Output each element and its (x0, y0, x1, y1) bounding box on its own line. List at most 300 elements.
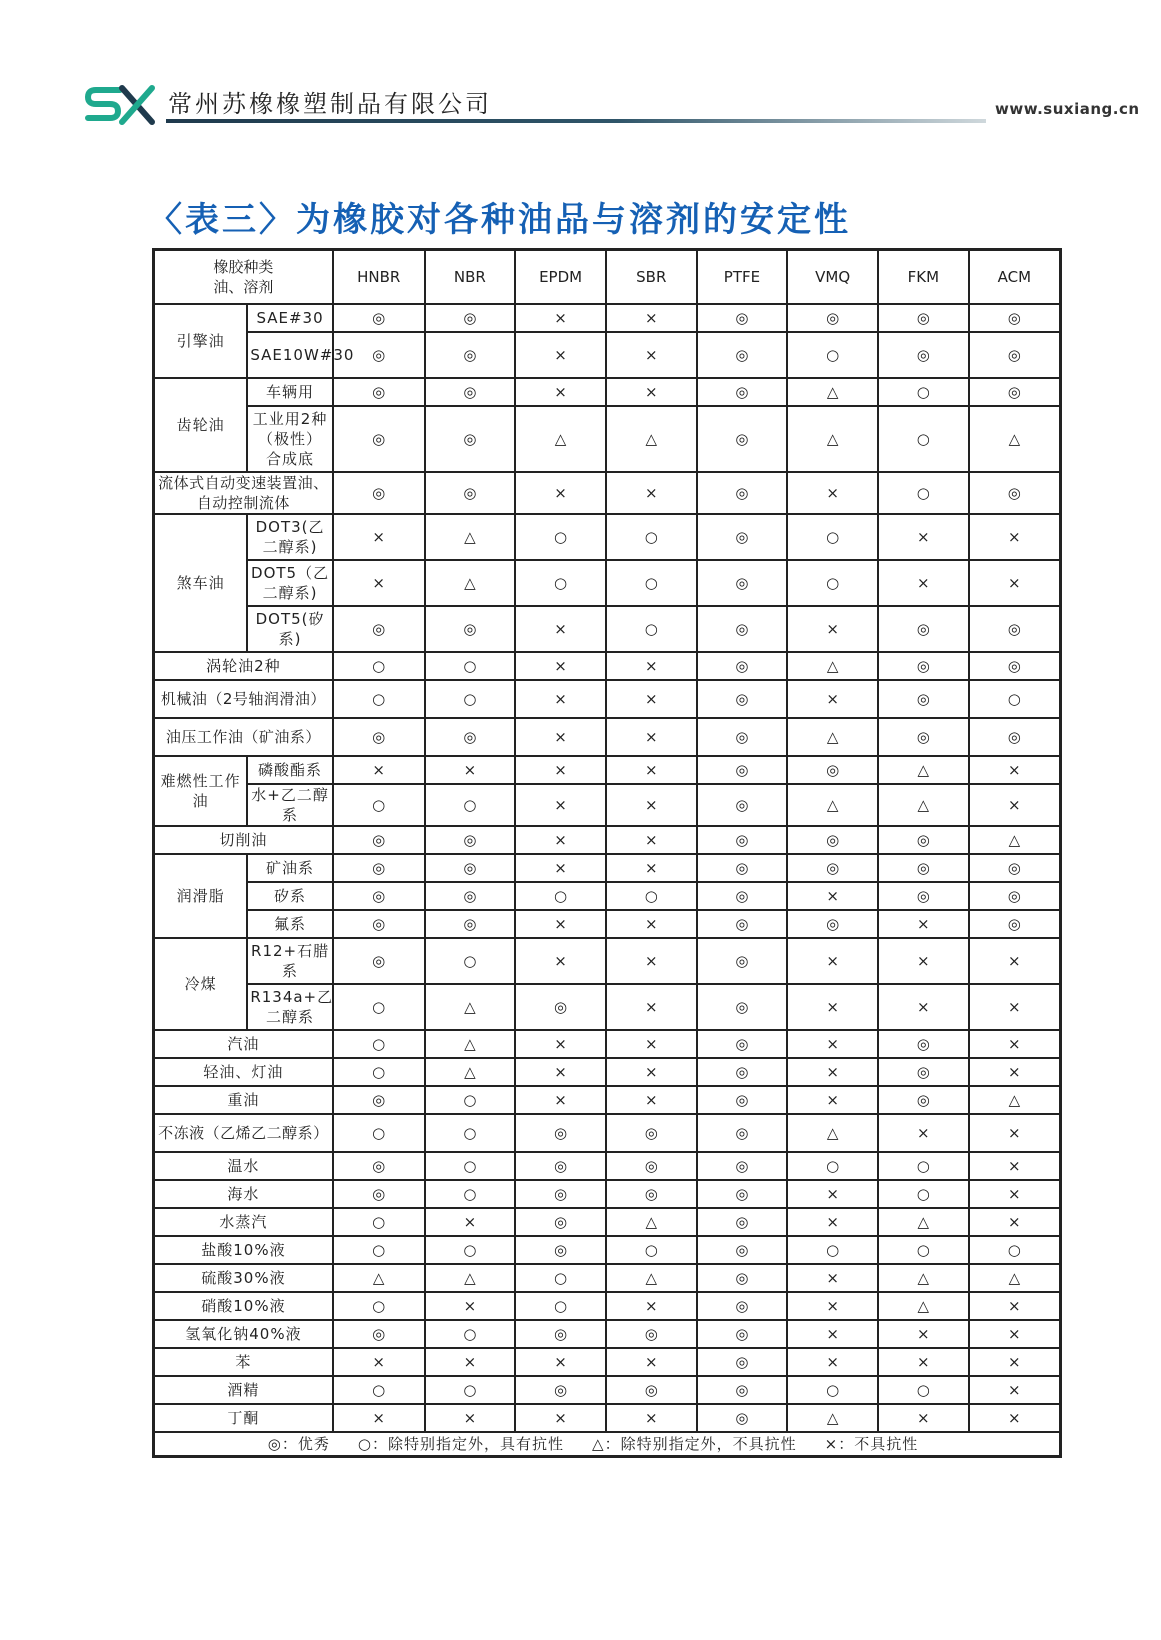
rating-cell: × (515, 784, 606, 826)
rating-cell: ◎ (333, 472, 425, 514)
rating-cell: ◎ (697, 514, 788, 560)
table-row (154, 1180, 1061, 1208)
rating-cell: ○ (787, 560, 878, 606)
rating-cell: ○ (333, 1376, 425, 1404)
rating-cell: ○ (425, 1236, 516, 1264)
rating-cell: × (606, 378, 697, 406)
rating-cell: × (787, 882, 878, 910)
rating-cell: × (515, 1348, 606, 1376)
column-header-ptfe: PTFE (697, 250, 788, 304)
rating-cell: ◎ (787, 826, 878, 854)
header-divider (166, 119, 986, 123)
legend-text: 除特别指定外，不具抗性 (620, 1434, 797, 1453)
rating-cell: ◎ (606, 1152, 697, 1180)
table-row (154, 784, 1061, 826)
rating-cell: × (515, 854, 606, 882)
category-cell: 润滑脂 (154, 854, 248, 938)
table-row (154, 826, 1061, 854)
table-row (154, 1114, 1061, 1152)
item-label-cell: 流体式自动变速装置油、自动控制流体 (154, 472, 333, 514)
subcategory-cell: 矿油系 (247, 854, 333, 882)
rating-cell: × (606, 304, 697, 332)
rating-cell: △ (425, 514, 516, 560)
rating-cell: × (969, 514, 1061, 560)
rating-cell: × (425, 1404, 516, 1432)
rating-cell: ◎ (333, 606, 425, 652)
rating-cell: × (969, 1208, 1061, 1236)
rating-cell: ○ (878, 406, 969, 472)
rating-cell: ◎ (697, 882, 788, 910)
rating-cell: × (878, 1320, 969, 1348)
table-row (154, 1030, 1061, 1058)
rating-cell: × (515, 304, 606, 332)
rating-cell: △ (425, 984, 516, 1030)
rating-cell: × (969, 1348, 1061, 1376)
table-row (154, 606, 1061, 652)
rating-cell: ◎ (969, 718, 1061, 756)
rating-cell: ◎ (878, 332, 969, 378)
rating-cell: × (969, 1030, 1061, 1058)
rating-cell: ○ (425, 1086, 516, 1114)
table-row (154, 882, 1061, 910)
rating-cell: ◎ (697, 784, 788, 826)
rating-cell: ◎ (425, 472, 516, 514)
subcategory-cell: 水+乙二醇系 (247, 784, 333, 826)
rating-cell: ◎ (333, 1152, 425, 1180)
rating-cell: ◎ (969, 378, 1061, 406)
rating-cell: × (787, 984, 878, 1030)
rating-cell: ◎ (515, 1114, 606, 1152)
rating-cell: × (425, 1348, 516, 1376)
rating-cell: ◎ (787, 910, 878, 938)
corner-header-cell (154, 250, 333, 304)
rating-cell: ◎ (969, 332, 1061, 378)
rating-cell: ◎ (697, 606, 788, 652)
rating-cell: × (515, 718, 606, 756)
rating-cell: × (606, 984, 697, 1030)
rating-cell: ○ (333, 680, 425, 718)
rating-cell: ◎ (425, 718, 516, 756)
item-label-cell: 水蒸汽 (154, 1208, 333, 1236)
table-row (154, 1292, 1061, 1320)
rating-cell: ◎ (878, 826, 969, 854)
rating-cell: × (878, 984, 969, 1030)
subcategory-cell: 矽系 (247, 882, 333, 910)
category-cell: 引擎油 (154, 304, 248, 378)
rating-cell: × (606, 938, 697, 984)
rating-cell: ○ (333, 652, 425, 680)
rating-cell: ◎ (697, 826, 788, 854)
rating-cell: × (606, 756, 697, 784)
rating-cell: ◎ (878, 1086, 969, 1114)
rating-cell: × (969, 784, 1061, 826)
rating-cell: × (606, 1058, 697, 1086)
table-row (154, 1208, 1061, 1236)
rating-cell: ◎ (697, 1236, 788, 1264)
rating-cell: ◎ (697, 1058, 788, 1086)
rating-cell: × (515, 652, 606, 680)
rating-cell: ○ (606, 1236, 697, 1264)
subcategory-cell: DOT3(乙二醇系) (247, 514, 333, 560)
rating-cell: ◎ (606, 1376, 697, 1404)
legend-symbol: ◎ (267, 1434, 282, 1453)
rating-cell: ◎ (969, 472, 1061, 514)
rating-cell: × (606, 910, 697, 938)
rating-cell: ○ (606, 882, 697, 910)
rating-cell: ◎ (969, 606, 1061, 652)
item-label-cell: 温水 (154, 1152, 333, 1180)
subcategory-cell: 车辆用 (247, 378, 333, 406)
rating-cell: × (606, 472, 697, 514)
rating-cell: ○ (425, 1376, 516, 1404)
rating-cell: ◎ (425, 606, 516, 652)
rating-cell: ○ (878, 1180, 969, 1208)
page-title: 〈表三〉为橡胶对各种油品与溶剂的安定性 (148, 200, 851, 240)
rating-cell: × (878, 1404, 969, 1432)
rating-cell: × (969, 938, 1061, 984)
column-header-sbr: SBR (606, 250, 697, 304)
table-row (154, 1086, 1061, 1114)
rating-cell: △ (878, 756, 969, 784)
table-row (154, 1058, 1061, 1086)
company-name: 常州苏橡橡塑制品有限公司 (168, 90, 492, 118)
rating-cell: × (515, 1404, 606, 1432)
rating-cell: ◎ (606, 1114, 697, 1152)
rating-cell: × (969, 1180, 1061, 1208)
table-row (154, 1404, 1061, 1432)
rating-cell: △ (787, 784, 878, 826)
rating-cell: ○ (333, 1030, 425, 1058)
legend-item: ×：不具抗性 (824, 1434, 919, 1453)
rating-cell: × (969, 1152, 1061, 1180)
rating-cell: × (969, 1376, 1061, 1404)
rating-cell: ◎ (697, 304, 788, 332)
company-logo-icon (86, 84, 156, 126)
rating-cell: ◎ (333, 938, 425, 984)
rating-cell: ○ (878, 472, 969, 514)
rating-cell: △ (425, 1058, 516, 1086)
rating-cell: ◎ (878, 652, 969, 680)
rating-cell: ◎ (969, 652, 1061, 680)
rating-cell: × (606, 826, 697, 854)
table-row (154, 718, 1061, 756)
resistance-table-wrapper (152, 248, 1062, 1458)
legend-text: 除特别指定外，具有抗性 (388, 1434, 565, 1453)
rating-cell: × (515, 1086, 606, 1114)
rating-cell: ○ (333, 1114, 425, 1152)
rating-cell: ◎ (697, 378, 788, 406)
subcategory-cell: 工业用2种（极性）合成底 (247, 406, 333, 472)
category-cell: 冷煤 (154, 938, 248, 1030)
rating-cell: × (606, 1030, 697, 1058)
item-label-cell: 酒精 (154, 1376, 333, 1404)
category-cell: 难燃性工作油 (154, 756, 248, 826)
rating-cell: × (878, 938, 969, 984)
legend-item: ◎：优秀 (267, 1434, 330, 1453)
rating-cell: △ (425, 560, 516, 606)
rating-cell: × (969, 1320, 1061, 1348)
rating-cell: × (969, 1292, 1061, 1320)
rating-cell: ◎ (333, 826, 425, 854)
rating-cell: ○ (425, 680, 516, 718)
rating-cell: ○ (425, 938, 516, 984)
rating-cell: ◎ (697, 1404, 788, 1432)
item-label-cell: 油压工作油（矿油系） (154, 718, 333, 756)
rating-cell: ○ (878, 1236, 969, 1264)
table-row (154, 1320, 1061, 1348)
rating-cell: ◎ (425, 304, 516, 332)
rating-cell: × (969, 756, 1061, 784)
rating-cell: △ (878, 1292, 969, 1320)
category-cell: 煞车油 (154, 514, 248, 652)
rating-cell: △ (969, 826, 1061, 854)
rating-cell: × (787, 1292, 878, 1320)
rating-cell: ◎ (969, 854, 1061, 882)
legend-item: ○：除特别指定外，具有抗性 (357, 1434, 565, 1453)
rating-cell: △ (787, 1114, 878, 1152)
table-row (154, 514, 1061, 560)
item-label-cell: 盐酸10%液 (154, 1236, 333, 1264)
rating-cell: ○ (515, 882, 606, 910)
rating-cell: ◎ (878, 606, 969, 652)
rating-cell: × (606, 1348, 697, 1376)
subcategory-cell: 磷酸酯系 (247, 756, 333, 784)
rating-cell: ○ (515, 1264, 606, 1292)
table-row (154, 304, 1061, 332)
rating-cell: △ (969, 1264, 1061, 1292)
rating-cell: × (606, 332, 697, 378)
rating-cell: × (515, 938, 606, 984)
rating-cell: ○ (787, 514, 878, 560)
rating-cell: ○ (333, 1208, 425, 1236)
rating-cell: ○ (969, 1236, 1061, 1264)
rating-cell: × (878, 560, 969, 606)
rating-cell: ○ (606, 514, 697, 560)
rating-cell: ◎ (425, 882, 516, 910)
rating-cell: ○ (878, 1152, 969, 1180)
rating-cell: ◎ (878, 854, 969, 882)
rating-cell: × (787, 938, 878, 984)
rating-cell: ○ (333, 784, 425, 826)
rating-cell: ◎ (697, 718, 788, 756)
rating-cell: ◎ (333, 378, 425, 406)
rating-cell: × (515, 472, 606, 514)
rating-cell: ◎ (697, 406, 788, 472)
rating-cell: △ (787, 1404, 878, 1432)
legend-text: 优秀 (297, 1434, 330, 1453)
rating-cell: × (787, 1208, 878, 1236)
rating-cell: ◎ (697, 1114, 788, 1152)
table-row (154, 1236, 1061, 1264)
rating-cell: ◎ (515, 1208, 606, 1236)
item-label-cell: 涡轮油2种 (154, 652, 333, 680)
table-row (154, 910, 1061, 938)
rating-cell: ◎ (878, 304, 969, 332)
rating-cell: ○ (878, 378, 969, 406)
rating-cell: ◎ (515, 1180, 606, 1208)
rating-cell: × (425, 1208, 516, 1236)
legend-item: △：除特别指定外，不具抗性 (592, 1434, 797, 1453)
legend-row (154, 1432, 1061, 1457)
rating-cell: × (515, 606, 606, 652)
rating-cell: ○ (515, 514, 606, 560)
rating-cell: ◎ (333, 882, 425, 910)
rating-cell: ◎ (697, 1320, 788, 1348)
rating-cell: ◎ (515, 1320, 606, 1348)
item-label-cell: 重油 (154, 1086, 333, 1114)
rating-cell: △ (787, 718, 878, 756)
rating-cell: × (969, 1058, 1061, 1086)
rating-cell: × (333, 756, 425, 784)
rating-cell: × (787, 1058, 878, 1086)
item-label-cell: 汽油 (154, 1030, 333, 1058)
category-cell: 齿轮油 (154, 378, 248, 472)
rating-cell: ◎ (787, 756, 878, 784)
legend-symbol: △ (592, 1434, 605, 1453)
rating-cell: × (606, 652, 697, 680)
table-row (154, 756, 1061, 784)
rating-cell: × (515, 1058, 606, 1086)
item-label-cell: 机械油（2号轴润滑油） (154, 680, 333, 718)
rating-cell: ◎ (515, 1152, 606, 1180)
rating-cell: △ (425, 1030, 516, 1058)
rating-cell: ○ (878, 1376, 969, 1404)
rating-cell: ○ (787, 1376, 878, 1404)
rating-cell: ◎ (697, 1030, 788, 1058)
rating-cell: × (787, 472, 878, 514)
rating-cell: ○ (515, 560, 606, 606)
rating-cell: ○ (333, 1292, 425, 1320)
rating-cell: △ (878, 1264, 969, 1292)
item-label-cell: 轻油、灯油 (154, 1058, 333, 1086)
rating-cell: ○ (425, 1180, 516, 1208)
table-row (154, 332, 1061, 378)
rating-cell: △ (787, 406, 878, 472)
table-row (154, 378, 1061, 406)
rating-cell: △ (515, 406, 606, 472)
rating-cell: △ (606, 406, 697, 472)
table-row (154, 1264, 1061, 1292)
rating-cell: ◎ (333, 304, 425, 332)
rating-cell: ◎ (969, 882, 1061, 910)
rating-cell: × (515, 1030, 606, 1058)
legend-symbol: ○ (357, 1434, 372, 1453)
item-label-cell: 苯 (154, 1348, 333, 1376)
subcategory-cell: SAE#30 (247, 304, 333, 332)
rating-cell: △ (787, 378, 878, 406)
rating-cell: ◎ (333, 910, 425, 938)
rating-cell: × (878, 910, 969, 938)
item-label-cell: 硝酸10%液 (154, 1292, 333, 1320)
rating-cell: ◎ (515, 984, 606, 1030)
subcategory-cell: DOT5(矽系) (247, 606, 333, 652)
rating-cell: ◎ (878, 680, 969, 718)
rating-cell: ◎ (333, 406, 425, 472)
rating-cell: ○ (515, 1292, 606, 1320)
rating-cell: ◎ (969, 304, 1061, 332)
subcategory-cell: R134a+乙二醇系 (247, 984, 333, 1030)
rating-cell: △ (878, 1208, 969, 1236)
rating-cell: × (878, 514, 969, 560)
rating-cell: ○ (787, 1152, 878, 1180)
rating-cell: × (606, 1404, 697, 1432)
rating-cell: ○ (333, 1058, 425, 1086)
rating-cell: ◎ (969, 910, 1061, 938)
column-header-nbr: NBR (425, 250, 516, 304)
rating-cell: △ (787, 652, 878, 680)
rating-cell: ◎ (878, 882, 969, 910)
rating-cell: △ (333, 1264, 425, 1292)
rating-cell: △ (606, 1264, 697, 1292)
rating-cell: △ (969, 406, 1061, 472)
column-header-epdm: EPDM (515, 250, 606, 304)
rating-cell: ○ (606, 560, 697, 606)
rating-cell: ◎ (333, 854, 425, 882)
rating-cell: × (515, 332, 606, 378)
rating-cell: ◎ (787, 854, 878, 882)
column-header-vmq: VMQ (787, 250, 878, 304)
rating-cell: ○ (787, 332, 878, 378)
rating-cell: × (606, 680, 697, 718)
page-header (0, 0, 1161, 140)
rating-cell: ◎ (697, 560, 788, 606)
rating-cell: × (787, 1264, 878, 1292)
rating-cell: △ (878, 784, 969, 826)
table-row (154, 984, 1061, 1030)
item-label-cell: 丁酮 (154, 1404, 333, 1432)
item-label-cell: 不冻液（乙烯乙二醇系） (154, 1114, 333, 1152)
rating-cell: △ (425, 1264, 516, 1292)
rating-cell: ◎ (697, 472, 788, 514)
rating-cell: × (969, 984, 1061, 1030)
rating-cell: ◎ (333, 718, 425, 756)
rating-cell: ○ (606, 606, 697, 652)
table-row (154, 680, 1061, 718)
rating-cell: △ (606, 1208, 697, 1236)
item-label-cell: 切削油 (154, 826, 333, 854)
column-header-fkm: FKM (878, 250, 969, 304)
rating-cell: × (333, 1348, 425, 1376)
legend-cell (154, 1432, 1061, 1457)
rating-cell: ◎ (697, 1348, 788, 1376)
item-label-cell: 海水 (154, 1180, 333, 1208)
corner-top-label: 橡胶种类 (213, 257, 274, 276)
rating-cell: × (515, 378, 606, 406)
rating-cell: × (515, 910, 606, 938)
corner-bottom-label: 油、溶剂 (213, 277, 274, 296)
rating-cell: ○ (787, 1236, 878, 1264)
table-row (154, 560, 1061, 606)
table-row (154, 652, 1061, 680)
rating-cell: × (333, 514, 425, 560)
rating-cell: ○ (425, 784, 516, 826)
rating-cell: ◎ (697, 680, 788, 718)
table-row (154, 938, 1061, 984)
rating-cell: ◎ (697, 938, 788, 984)
item-label-cell: 硫酸30%液 (154, 1264, 333, 1292)
rating-cell: ◎ (425, 332, 516, 378)
table-row (154, 1376, 1061, 1404)
rating-cell: ◎ (697, 1376, 788, 1404)
rating-cell: × (787, 606, 878, 652)
table-row (154, 1152, 1061, 1180)
rating-cell: ◎ (606, 1320, 697, 1348)
table-header-row (154, 250, 1061, 304)
rating-cell: ◎ (697, 854, 788, 882)
rating-cell: ○ (333, 1236, 425, 1264)
table-row (154, 406, 1061, 472)
rating-cell: × (515, 756, 606, 784)
